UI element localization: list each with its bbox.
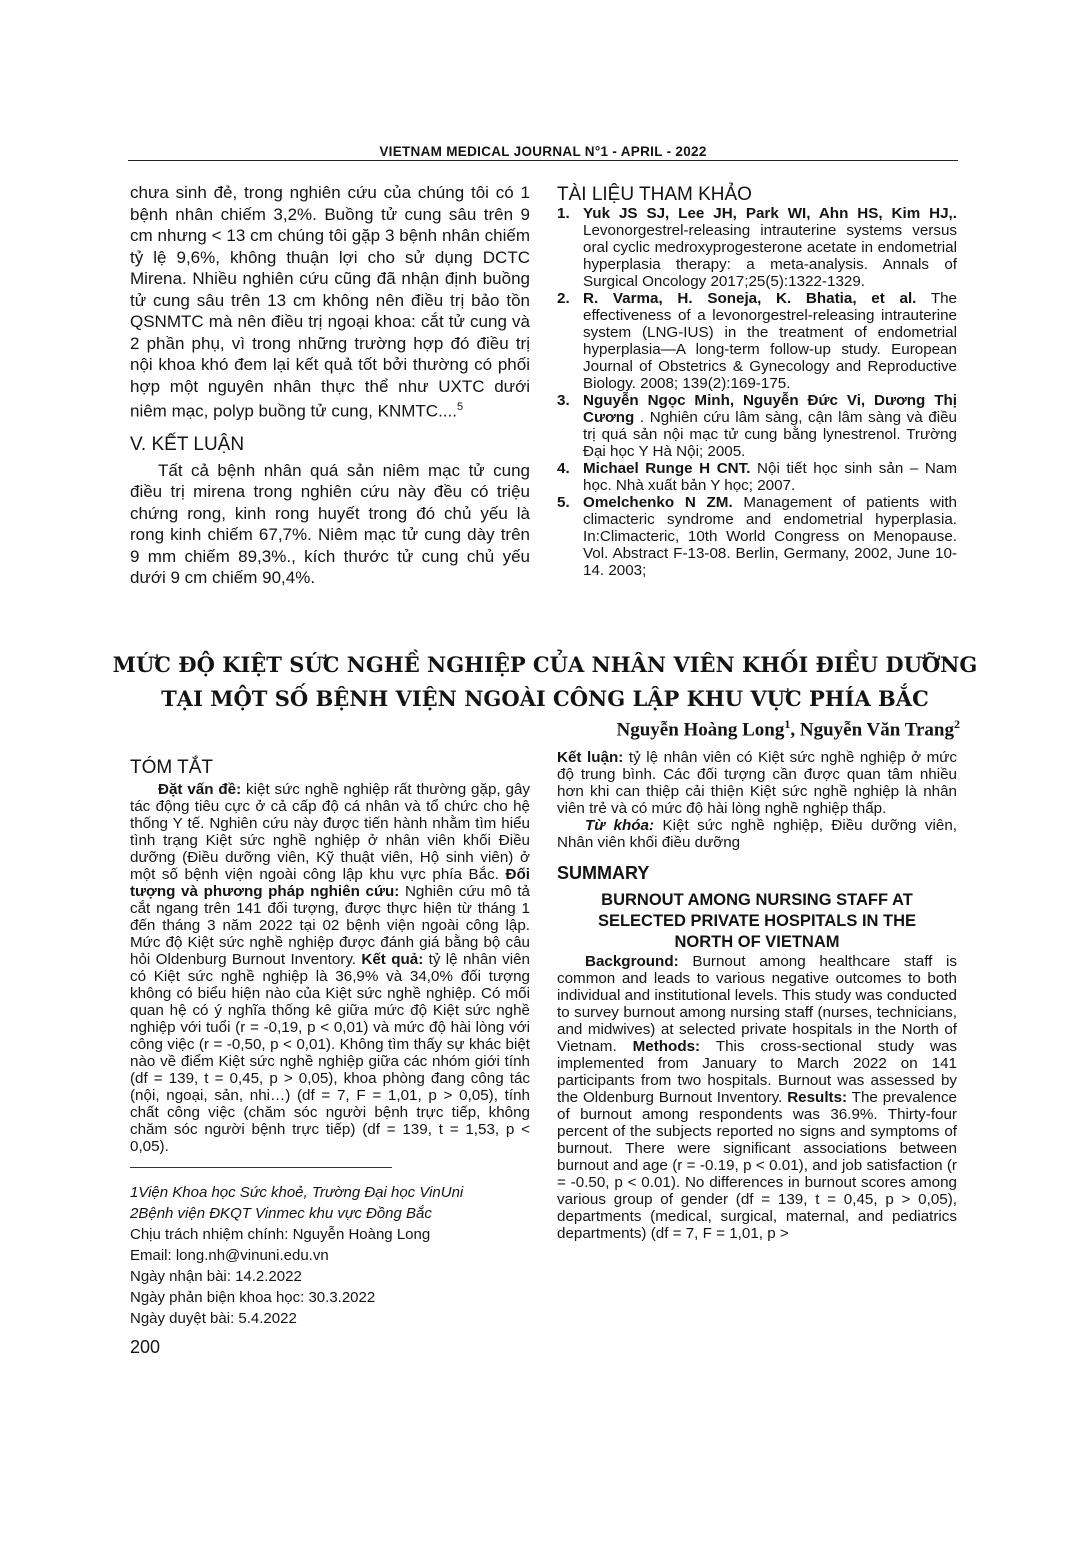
citation-superscript: 5 — [456, 401, 464, 413]
article-title — [90, 648, 1000, 716]
affiliation-2-text: 2Bệnh viện ĐKQT Vinmec khu vực Đồng Bắc — [130, 1205, 432, 1222]
conclusion-vn: tỷ lệ nhân viên có Kiệt sức nghề nghiệp ở mức độ trung bình. Các đối tượng cần được quan tâm nhiều hơn khi can thiệp cải thiện Kiệt sức nghề nghiệp là nhân viên trẻ và có mức độ hài lòng nghề nghiệp thấp. — [557, 749, 957, 817]
page-number: 200 — [130, 1337, 161, 1357]
reference-item — [557, 392, 957, 460]
title-line-1: MỨC ĐỘ KIỆT SỨC NGHỀ NGHIỆP CỦA NHÂN VIÊN KHỐI ĐIỀU DƯỠNG — [112, 652, 978, 677]
reference-text: . Nghiên cứu lâm sàng, cận lâm sàng và điều trị quá sản nội mạc tử cung bằng lynestrenol. Trường Đại học Y Hà Nội; 2005. — [583, 409, 957, 460]
date-reviewed: Ngày phản biện khoa học: 30.3.2022 — [130, 1289, 376, 1306]
author-1-affiliation: 1 — [784, 717, 791, 731]
abstract-vn-conclusion — [557, 749, 957, 817]
affiliation-2 — [130, 1203, 530, 1224]
methods-vn: Nghiên cứu mô tả cắt ngang trên 141 đối tượng, được thực hiện từ tháng 1 đến tháng 3 năm 2022 tại 02 bệnh viện ngoài công lập. Mức độ Kiệt sức nghề nghiệp được đánh giá bằng bộ câu hỏi Oldenburg Burnout Inventory. — [130, 883, 530, 968]
reference-number: 3. — [557, 392, 570, 409]
label-background-vn: Đặt vấn đề: — [158, 781, 242, 798]
reference-item — [557, 460, 957, 494]
reference-text: Levonorgestrel-releasing intrauterine systems versus oral cyclic medroxyprogesterone acetate in endometrial hyperplasia therapy: a meta-analysis. Annals of Surgical Oncology 2017;25(5):1322-1329. — [583, 222, 957, 290]
results-vn: tỷ lệ nhân viên có Kiệt sức nghề nghiệp là 36,9% và 34,0% đối tượng không có biểu hiện nào của Kiệt sức nghề nghiệp. Có mối quan hệ có ý nghĩa thống kê giữa mức độ Kiệt sức nghề nghiệp với tuổi (r = -0,19, p < 0,01) và mức độ hài lòng với công việc (r = -0,50, p < 0,01). Không tìm thấy sự khác biệt nào về điểm Kiệt sức nghề nghiệp giữa các nhóm giới tính (df = 139, t = 0,45, p > 0,05), khoa phòng đang công tác (nội, ngoại, sản, nhi…) (df = 7, F = 1,01, p > 0,05), tính chất công việc (chăm sóc người bệnh trực tiếp, không chăm sóc người bệnh trực tiếp) (df = 139, t = 1,53, p < 0,05). — [130, 951, 530, 1155]
reference-item — [557, 290, 957, 392]
label-conclusion-vn: Kết luận: — [557, 749, 624, 766]
date-accepted: Ngày duyệt bài: 5.4.2022 — [130, 1310, 297, 1327]
reference-item — [557, 494, 957, 579]
reference-authors: Michael Runge H CNT. — [583, 460, 751, 477]
label-keywords: Từ khóa: — [585, 817, 655, 834]
label-results-vn: Kết quả: — [361, 951, 424, 968]
reference-text: The effectiveness of a levonorgestrel-releasing intrauterine system (LNG-IUS) in the treatment of endometrial hyperplasia—A long-term follow-up study. European Journal of Obstetrics & Gynecology and Reproductive Biology. 2008; 139(2):169-175. — [583, 290, 957, 392]
author-separator: , — [790, 719, 800, 741]
responsible-author: Chịu trách nhiệm chính: Nguyễn Hoàng Long — [130, 1226, 431, 1243]
reference-number: 2. — [557, 290, 570, 307]
references-column — [557, 186, 957, 579]
reference-number: 5. — [557, 494, 570, 511]
footnote-rule — [130, 1167, 392, 1168]
header-rule — [128, 160, 958, 161]
affiliation-1-text: 1Viện Khoa học Sức khoẻ, Trường Đại học VinUni — [130, 1184, 464, 1201]
reference-text: Nội tiết học sinh sản – Nam học. Nhà xuất bản Y học; 2007. — [583, 460, 957, 494]
prev-discussion-paragraph — [130, 182, 530, 422]
abstract-vn-text-part1 — [130, 781, 530, 1155]
label-methods-en: Methods: — [632, 1038, 701, 1055]
results-en: The prevalence of burnout among respondents was 36.9%. Thirty-four percent of the subjects reported no signs and symptoms of burnout. There were significant associations between burnout and age (r = -0.19, p < 0.01), and job satisfaction (r = -0.50, p < 0.01). No differences in burnout scores among various group of gender (df = 139, t = 0,45, p > 0,05), departments (medical, surgical, maternal, and pediatrics departments) (df = 7, F = 1,01, p > — [557, 1089, 957, 1242]
label-results-en: Results: — [787, 1089, 848, 1106]
author-email: Email: long.nh@vinuni.edu.vn — [130, 1247, 329, 1264]
abstract-right-column — [557, 749, 957, 1242]
english-title: BURNOUT AMONG NURSING STAFF AT SELECTED PRIVATE HOSPITALS IN THE NORTH OF VIETNAM — [597, 891, 917, 951]
journal-header: VIETNAM MEDICAL JOURNAL N°1 - APRIL - 2022 — [379, 144, 707, 159]
reference-list — [557, 205, 957, 579]
prev-discussion-text: chưa sinh đẻ, trong nghiên cứu của chúng tôi có 1 bệnh nhân chiếm 3,2%. Buồng tử cung sâu trên 9 cm nhưng < 13 cm chúng tôi gặp 3 bệnh nhân chiếm tỷ lệ 9,6%, không thuận lợi cho sử dụng DCTC Mirena. Nhiều nghiên cứu cũng đã nhận định buồng tử cung sâu trên 13 cm không nên điều trị bảo tồn QSNMTC mà nên điều trị ngoại khoa: cắt tử cung và 2 phần phụ, vì trong những trường hợp đó điều trị nội khoa khó đem lại kết quả tốt bởi thường có phối hợp một nguyên nhân thực thể như UXTC dưới niêm mạc, polyp buồng tử cung, KNMTC.... — [130, 183, 530, 421]
summary-vn-heading: TÓM TẮT — [130, 757, 214, 778]
author-2: Nguyễn Văn Trang — [799, 719, 954, 741]
affiliation-1 — [130, 1182, 530, 1203]
conclusion-text: Tất cả bệnh nhân quá sản niêm mạc tử cung điều trị mirena trong nghiên cứu này đều có triệu chứng rong, kinh rong huyết trong đó chủ yếu là rong kinh chiếm 67,7%. Niêm mạc tử cung dày trên 9 mm chiếm 89,3%., kích thước tử cung chủ yếu dưới 9 cm chiếm 90,4%. — [130, 460, 530, 588]
background-vn: kiệt sức nghề nghiệp rất thường gặp, gây tác động tiêu cực ở cả cấp độ cá nhân và tổ chức cho hệ thống Y tế. Nghiên cứu này được tiến hành nhằm tìm hiểu tình trạng Kiệt sức nghề nghiệp ở nhân viên khối Điều dưỡng (Điều dưỡng viên, Kỹ thuật viên, Hộ sinh viên) ở một số bệnh viện ngoài công lập khu vực phía Bắc. — [130, 781, 530, 883]
title-line-2: TẠI MỘT SỐ BỆNH VIỆN NGOÀI CÔNG LẬP KHU VỰC PHÍA BẮC — [161, 686, 929, 711]
reference-authors: Omelchenko N ZM. — [583, 494, 733, 511]
label-methods-vn: Đối tượng và phương pháp nghiên cứu: — [130, 866, 530, 900]
reference-authors: Yuk JS SJ, Lee JH, Park WI, Ahn HS, Kim HJ,. — [583, 205, 957, 222]
keywords-vn — [557, 817, 957, 851]
background-en: Burnout among healthcare staff is common and leads to various negative outcomes to both individual and institutional levels. This study was conducted to survey burnout among nursing staff (nurses, technicians, and midwives) at selected private hospitals in the North of Vietnam. — [557, 953, 957, 1055]
summary-en-heading: SUMMARY — [557, 863, 650, 883]
reference-item — [557, 205, 957, 290]
author-2-affiliation: 2 — [954, 717, 960, 731]
footnotes — [130, 1182, 530, 1329]
methods-en: This cross-sectional study was implemented from January to March 2022 on 141 participants from two hospitals. Burnout was assessed by the Oldenburg Burnout Inventory. — [557, 1038, 957, 1106]
abstract-vn-left — [130, 757, 530, 1155]
abstract-en-text — [557, 953, 957, 1242]
author-1: Nguyễn Hoàng Long — [616, 719, 785, 741]
reference-number: 4. — [557, 460, 570, 477]
references-heading: TÀI LIỆU THAM KHẢO — [557, 184, 752, 205]
conclusion-heading: V. KẾT LUẬN — [130, 434, 245, 456]
keywords-text: Kiệt sức nghề nghiệp, Điều dưỡng viên, Nhân viên khối điều dưỡng — [557, 817, 957, 851]
label-background-en: Background: — [585, 953, 679, 970]
reference-authors: Nguyễn Ngọc Minh, Nguyễn Đức Vi, Dương Thị Cương — [583, 392, 957, 426]
prev-left-column — [130, 182, 530, 589]
reference-text: Management of patients with climacteric syndrome and endometrial hyperplasia. In:Climacteric, 10th World Congress on Menopause. Vol. Abstract F-13-08. Berlin, Germany, 2002, June 10-14. 2003; — [583, 494, 957, 579]
author-list — [616, 717, 960, 741]
reference-authors: R. Varma, H. Soneja, K. Bhatia, et al. — [583, 290, 917, 307]
date-received: Ngày nhận bài: 14.2.2022 — [130, 1268, 302, 1285]
reference-number: 1. — [557, 205, 570, 222]
